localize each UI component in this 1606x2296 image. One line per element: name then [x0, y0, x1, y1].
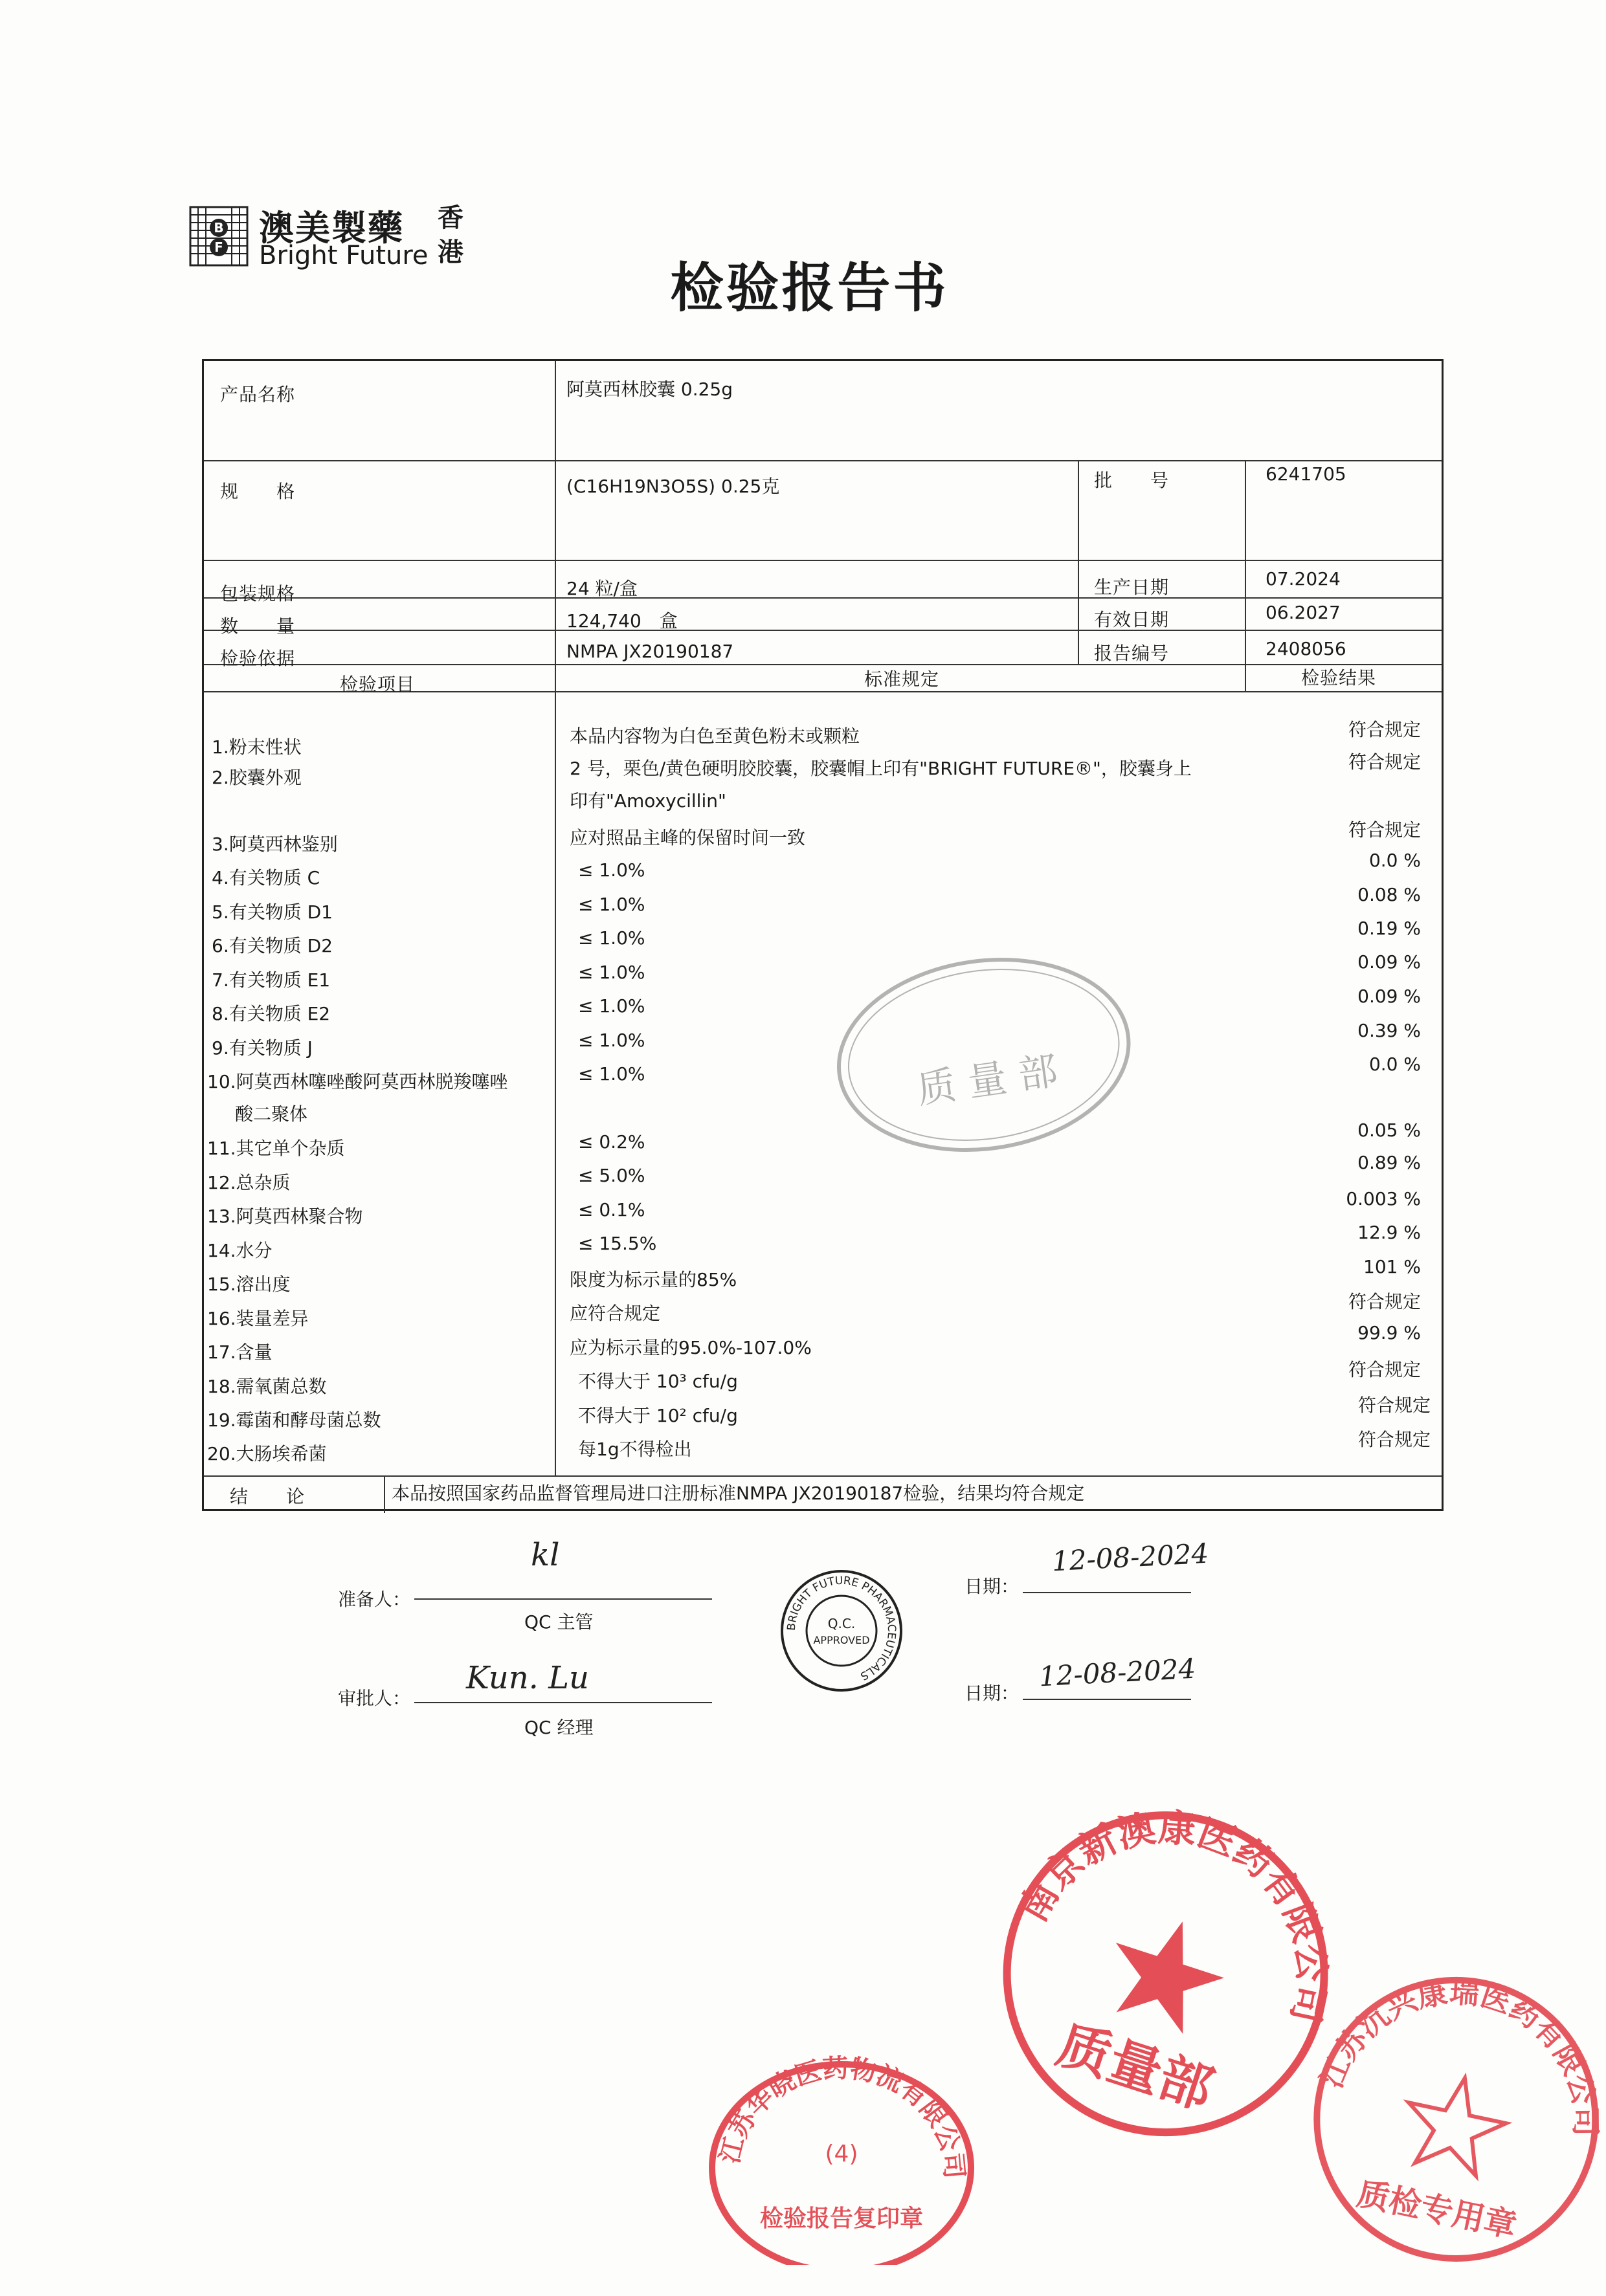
red-stamp-1-ring: 南京新澳康医药有限公司 [1010, 1805, 1335, 2027]
test-standard: 限度为标示量的85% [570, 1269, 737, 1290]
test-result: 0.89 % [1357, 1152, 1421, 1173]
test-result: 符合规定 [1357, 1395, 1431, 1416]
preparer-signature-line [414, 1598, 712, 1600]
test-item: 10.阿莫西林噻唑酸阿莫西林脱羧噻唑 [207, 1071, 508, 1092]
date-line-1 [1023, 1592, 1191, 1593]
test-standard: ≤ 1.0% [578, 894, 645, 915]
handwritten-date-2: 12-08-2024 [1038, 1652, 1197, 1693]
test-standard: ≤ 15.5% [578, 1233, 657, 1254]
qc-stamp-center-1: Q.C. [827, 1616, 856, 1631]
preparer-signature: kl [531, 1537, 560, 1573]
logo-region-char-1: 香 [438, 203, 463, 233]
test-result: 0.08 % [1357, 884, 1421, 905]
approver-label: 审批人： [338, 1688, 411, 1709]
test-item: 4.有关物质 C [212, 867, 320, 889]
expiry-value: 06.2027 [1266, 602, 1341, 623]
test-item: 14.水分 [207, 1240, 273, 1261]
batch-value: 6241705 [1266, 463, 1346, 485]
test-result: 符合规定 [1348, 819, 1421, 841]
test-item: 5.有关物质 D1 [212, 901, 333, 923]
test-result: 符合规定 [1348, 1359, 1421, 1380]
inspection-report-table [202, 359, 1444, 1511]
red-stamp-2-center: (4) [825, 2141, 858, 2167]
test-standard: ≤ 1.0% [578, 927, 645, 949]
test-result: 0.0 % [1368, 1054, 1421, 1075]
test-standard: 不得大于 10³ cfu/g [578, 1371, 738, 1392]
qc-approved-stamp [777, 1566, 906, 1698]
svg-text:江苏沉兴康瑞医药有限公司 [1312, 1947, 1606, 2147]
column-header-standard: 标准规定 [864, 668, 940, 690]
faded-quality-stamp [816, 931, 1152, 1182]
report-no-label: 报告编号 [1094, 643, 1170, 664]
red-stamp-huaxiao [706, 2045, 977, 2268]
test-item: 20.大肠埃希菌 [207, 1443, 327, 1464]
test-item: 11.其它单个杂质 [207, 1138, 345, 1159]
test-standard: 2 号，栗色/黄色硬明胶胶囊，胶囊帽上印有"BRIGHT FUTURE®"，胶囊身上 [570, 758, 1192, 779]
test-standard: ≤ 1.0% [578, 962, 645, 983]
test-standard: 应为标示量的95.0%-107.0% [570, 1337, 812, 1358]
handwritten-date-1: 12-08-2024 [1051, 1537, 1210, 1578]
test-standard: ≤ 0.2% [578, 1131, 645, 1153]
red-stamp-1-center: 质量部 [1049, 2013, 1221, 2122]
column-header-result: 检验结果 [1301, 667, 1377, 689]
test-item: 12.总杂质 [207, 1172, 291, 1193]
test-standard-line2: 印有"Amoxycillin" [570, 790, 726, 811]
svg-text:F: F [214, 239, 223, 255]
test-result: 0.003 % [1346, 1188, 1421, 1209]
product-name-value: 阿莫西林胶囊 0.25g [566, 379, 733, 400]
test-result: 符合规定 [1348, 1291, 1421, 1312]
test-result: 符合规定 [1357, 1429, 1431, 1450]
preparer-title: QC 主管 [524, 1611, 594, 1633]
test-item: 15.溶出度 [207, 1274, 291, 1295]
svg-text:南京新澳康医药有限公司 [1004, 1762, 1377, 2031]
test-result: 0.05 % [1357, 1120, 1421, 1141]
date-label-1: 日期： [965, 1576, 1020, 1597]
test-item: 2.胶囊外观 [212, 767, 302, 788]
document-title: 检验报告书 [670, 258, 949, 319]
spec-label: 规 格 [220, 481, 296, 502]
test-item: 19.霉菌和酵母菌总数 [207, 1409, 381, 1431]
conclusion-label: 结 论 [230, 1486, 306, 1507]
column-header-item: 检验项目 [340, 674, 416, 695]
red-stamp-2-ring: 江苏华晓医药物流有限公司 [715, 2053, 970, 2180]
test-result: 符合规定 [1348, 719, 1421, 740]
test-item: 3.阿莫西林鉴别 [212, 833, 338, 855]
faded-stamp-center: 质 量 部 [914, 1048, 1061, 1113]
test-item: 7.有关物质 E1 [212, 969, 331, 991]
test-result: 101 % [1363, 1256, 1421, 1277]
package-label: 包装规格 [220, 583, 296, 604]
logo-region-char-2: 港 [438, 237, 463, 267]
quantity-label: 数 量 [220, 615, 296, 637]
date-label-2: 日期： [965, 1683, 1020, 1704]
approver-signature: Kun. Lu [466, 1660, 589, 1696]
test-item: 17.含量 [207, 1341, 273, 1363]
preparer-label: 准备人： [338, 1589, 411, 1610]
test-item: 16.装量差异 [207, 1308, 309, 1329]
mfg-date-label: 生产日期 [1094, 577, 1170, 598]
test-item: 6.有关物质 D2 [212, 935, 333, 956]
test-item-line2: 酸二聚体 [235, 1103, 308, 1125]
qc-stamp-center-2: APPROVED [813, 1634, 870, 1646]
approver-title: QC 经理 [524, 1717, 594, 1738]
spec-value: (C16H19N3O5S) 0.25克 [566, 476, 780, 497]
test-item: 18.需氧菌总数 [207, 1376, 327, 1397]
basis-value: NMPA JX20190187 [566, 641, 734, 662]
test-standard: 本品内容物为白色至黄色粉末或颗粒 [570, 725, 860, 747]
quantity-value: 124,740 盒 [566, 610, 678, 632]
test-item: 9.有关物质 J [212, 1037, 313, 1059]
test-standard: ≤ 1.0% [578, 995, 645, 1017]
test-result: 0.09 % [1357, 951, 1421, 973]
report-no-value: 2408056 [1266, 638, 1346, 659]
test-item: 13.阿莫西林聚合物 [207, 1206, 363, 1227]
test-standard: 应符合规定 [570, 1303, 661, 1324]
logo-chinese-name: 澳美製藥 [259, 208, 404, 248]
basis-label: 检验依据 [220, 648, 296, 669]
test-item: 8.有关物质 E2 [212, 1003, 331, 1024]
test-standard: 应对照品主峰的保留时间一致 [570, 827, 806, 848]
product-name-label: 产品名称 [220, 384, 296, 405]
test-result: 0.39 % [1357, 1020, 1421, 1041]
red-stamp-2-bottom: 检验报告复印章 [759, 2205, 924, 2232]
expiry-label: 有效日期 [1094, 609, 1170, 630]
package-value: 24 粒/盒 [566, 578, 638, 599]
approver-signature-line [414, 1702, 712, 1703]
test-standard: 不得大于 10² cfu/g [578, 1405, 738, 1426]
test-standard: ≤ 5.0% [578, 1165, 645, 1186]
test-result: 99.9 % [1357, 1322, 1421, 1343]
logo-english-name: Bright Future [259, 241, 429, 270]
test-result: 0.0 % [1368, 850, 1421, 871]
red-stamp-3-ring: 江苏沉兴康瑞医药有限公司 [1313, 1974, 1603, 2137]
test-item: 1.粉末性状 [212, 736, 302, 758]
date-line-2 [1023, 1699, 1191, 1700]
test-result: 0.09 % [1357, 986, 1421, 1007]
qc-stamp-ring-text: BRIGHT FUTURE PHARMACEUTICALS [785, 1574, 898, 1683]
mfg-date-value: 07.2024 [1266, 568, 1341, 590]
conclusion-text: 本品按照国家药品监督管理局进口注册标准NMPA JX20190187检验，结果均符合规定 [392, 1483, 1085, 1504]
svg-text:B: B [214, 220, 224, 236]
test-result: 符合规定 [1348, 751, 1421, 773]
test-standard: ≤ 1.0% [578, 1063, 645, 1085]
test-standard: ≤ 0.1% [578, 1199, 645, 1220]
test-standard: ≤ 1.0% [578, 859, 645, 881]
batch-label: 批 号 [1094, 470, 1170, 491]
test-standard: 每1g不得检出 [578, 1439, 692, 1460]
red-stamp-3-bottom: 质检专用章 [1354, 2174, 1520, 2246]
test-standard: ≤ 1.0% [578, 1030, 645, 1051]
test-result: 12.9 % [1357, 1222, 1421, 1243]
test-result: 0.19 % [1357, 918, 1421, 939]
